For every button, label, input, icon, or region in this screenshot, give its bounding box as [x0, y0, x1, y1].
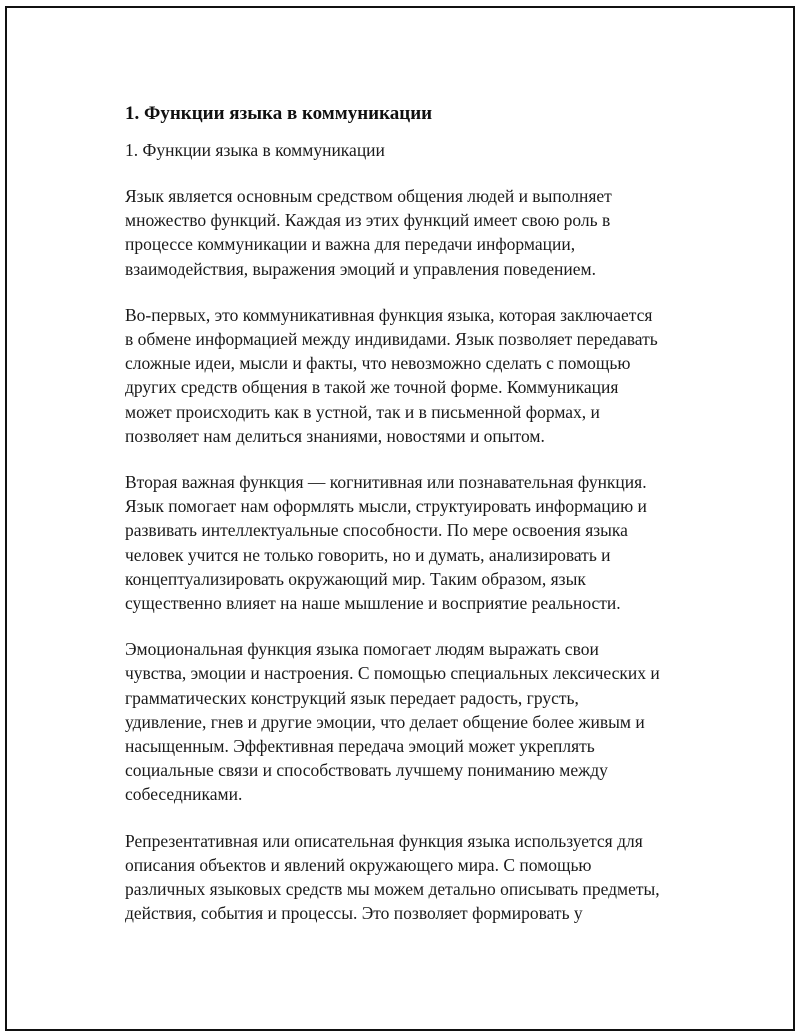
- paragraph-1: [125, 184, 699, 281]
- paragraph-line: действия, события и процессы. Это позволяет формировать у: [125, 903, 583, 924]
- document-heading: 1. Функции языка в коммуникации: [125, 103, 433, 124]
- paragraph-line: может происходить как в устной, так и в письменной формах, и: [125, 401, 600, 422]
- paragraph-line: концептуализировать окружающий мир. Таким образом, язык: [125, 568, 586, 589]
- paragraph-line: Вторая важная функция — когнитивная или познавательная функция.: [125, 472, 647, 493]
- paragraph-line: развивать интеллектуальные способности. По мере освоения языка: [125, 520, 628, 541]
- paragraph-line: в обмене информацией между индивидами. Язык позволяет передавать: [125, 329, 658, 350]
- paragraph-line: множество функций. Каждая из этих функций имеет свою роль в: [125, 210, 611, 231]
- paragraph-line: других средств общения в такой же точной форме. Коммуникация: [125, 377, 619, 398]
- paragraph-line: процессе коммуникации и важна для передачи информации,: [125, 234, 576, 255]
- paragraph-3: [125, 470, 699, 615]
- paragraph-line: взаимодействия, выражения эмоций и управления поведением.: [125, 258, 596, 279]
- paragraph-line: Репрезентативная или описательная функция языка используется для: [125, 830, 643, 851]
- page-frame: [5, 6, 795, 1031]
- paragraph-line: Во-первых, это коммуникативная функция языка, которая заключается: [125, 304, 653, 325]
- paragraph-4: [125, 637, 699, 806]
- paragraph-line: Язык является основным средством общения людей и выполняет: [125, 186, 612, 206]
- paragraph-line: Язык помогает нам оформлять мысли, структуировать информацию и: [125, 496, 647, 517]
- paragraph-line: человек учится не только говорить, но и думать, анализировать и: [125, 544, 611, 565]
- paragraph-line: Эмоциональная функция языка помогает людям выражать свои: [125, 639, 599, 660]
- paragraph-line: сложные идеи, мысли и факты, что невозможно сделать с помощью: [125, 353, 631, 374]
- paragraph-line: позволяет нам делиться знаниями, новостями и опытом.: [125, 425, 545, 446]
- paragraph-line: чувства, эмоции и настроения. С помощью специальных лексических и: [125, 663, 660, 684]
- paragraph-line: описания объектов и явлений окружающего мира. С помощью: [125, 854, 592, 875]
- document-content: [119, 96, 699, 925]
- paragraph-line: собеседниками.: [125, 784, 243, 805]
- paragraph-5: [125, 829, 699, 926]
- paragraph-line: различных языковых средств мы можем детально описывать предметы,: [125, 879, 660, 900]
- paragraph-line: грамматических конструкций язык передает радость, грусть,: [125, 687, 579, 708]
- paragraph-2: [125, 303, 699, 448]
- paragraph-line: удивление, гнев и другие эмоции, что делает общение более живым и: [125, 711, 645, 732]
- paragraph-line: существенно влияет на наше мышление и восприятие реальности.: [125, 593, 621, 614]
- paragraph-line: социальные связи и способствовать лучшему пониманию между: [125, 760, 608, 781]
- paragraph-line: насыщенным. Эффективная передача эмоций может укреплять: [125, 736, 595, 757]
- document-subheading: 1. Функции языка в коммуникации: [125, 140, 385, 160]
